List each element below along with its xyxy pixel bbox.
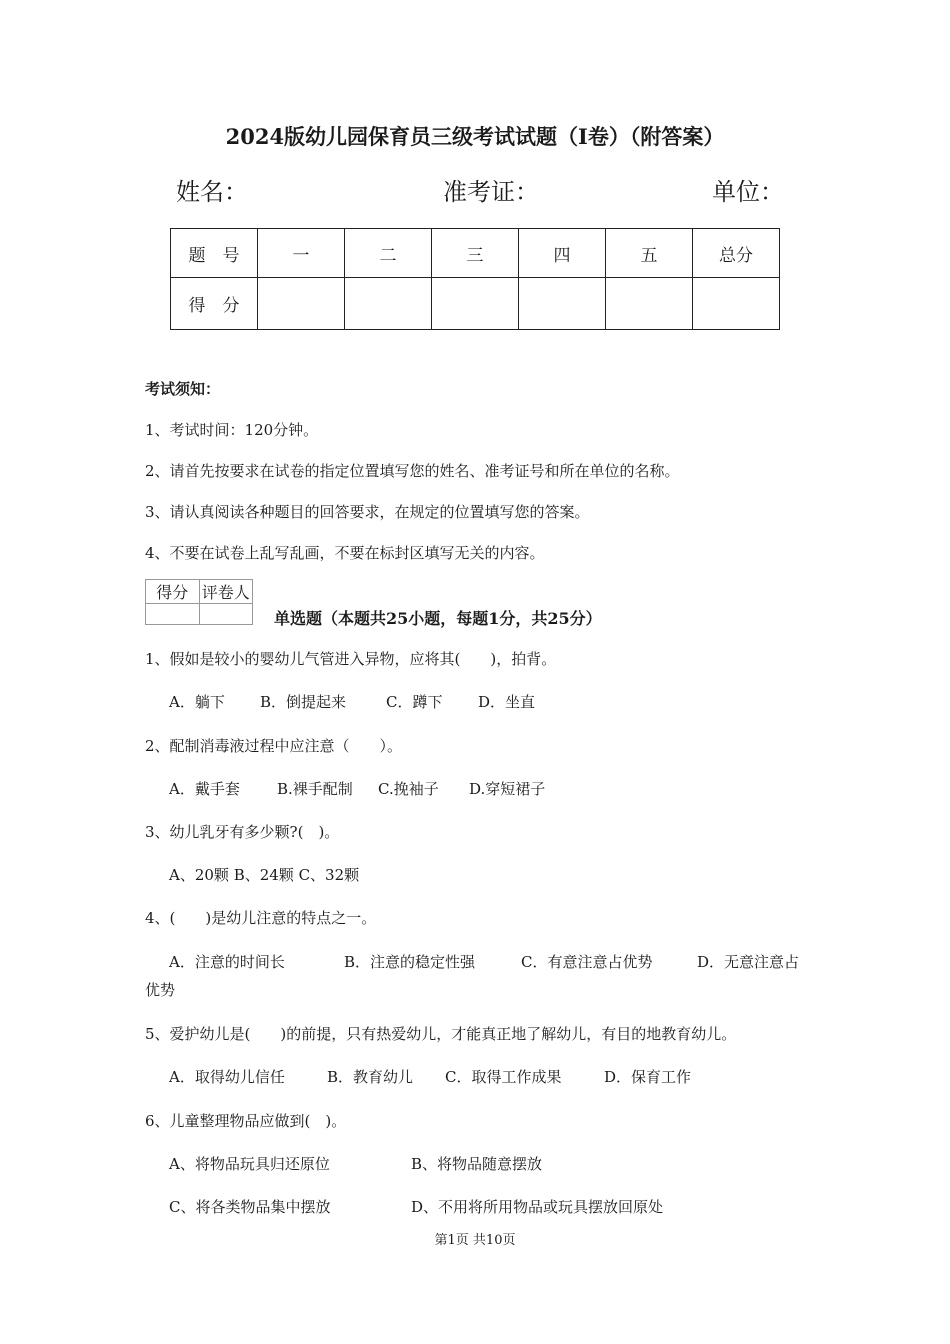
- option: A、将物品玩具归还原位: [169, 1155, 330, 1173]
- score-table-row-label: 得 分: [171, 278, 258, 330]
- question-stem: 2、配制消毒液过程中应注意（ ）。: [145, 737, 403, 755]
- score-table-header-cell: 二: [345, 229, 432, 278]
- option: A．戴手套: [169, 780, 240, 798]
- score-cell: [432, 278, 519, 330]
- option: D、不用将所用物品或玩具摆放回原处: [411, 1198, 664, 1216]
- option: D．坐直: [478, 693, 536, 711]
- option: C．蹲下: [386, 693, 443, 711]
- score-table-header-cell: 题 号: [171, 229, 258, 278]
- option: B．倒提起来: [260, 693, 347, 711]
- option: D．保育工作: [604, 1068, 692, 1086]
- option: A．取得幼儿信任: [169, 1068, 285, 1086]
- option-line: A、20颗 B、24颗 C、32颗: [169, 866, 360, 884]
- score-cell: [693, 278, 780, 330]
- document-title: 2024版幼儿园保育员三级考试试题（I卷）（附答案）: [225, 124, 725, 149]
- score-table-header-cell: 总分: [693, 229, 780, 278]
- score-table-header-cell: 四: [519, 229, 606, 278]
- grader-score-cell: [146, 604, 200, 625]
- option: C．有意注意占优势: [521, 953, 653, 971]
- notice-item: 3、请认真阅读各种题目的回答要求，在规定的位置填写您的答案。: [145, 503, 590, 521]
- score-cell: [345, 278, 432, 330]
- score-cell: [606, 278, 693, 330]
- score-table-header-row: [171, 229, 780, 278]
- section-title: 单选题（本题共25小题，每题1分，共25分）: [274, 609, 602, 628]
- grader-name-label: 评卷人: [199, 580, 253, 604]
- option: B.裸手配制: [277, 780, 353, 798]
- option: C．取得工作成果: [445, 1068, 562, 1086]
- notice-item: 2、请首先按要求在试卷的指定位置填写您的姓名、准考证号和所在单位的名称。: [145, 462, 680, 480]
- score-cell: [258, 278, 345, 330]
- grader-name-cell: [199, 604, 253, 625]
- option: B．注意的稳定性强: [344, 953, 476, 971]
- option: D.穿短裙子: [469, 780, 546, 798]
- question-stem: 6、儿童整理物品应做到( )。: [145, 1112, 347, 1130]
- option: C、将各类物品集中摆放: [169, 1198, 331, 1216]
- question-stem: 1、假如是较小的婴幼儿气管进入异物，应将其( )，拍背。: [145, 650, 557, 668]
- option: B．教育幼儿: [327, 1068, 414, 1086]
- option: D．无意注意占: [697, 953, 800, 971]
- notice-heading: 考试须知：: [145, 380, 221, 398]
- name-field-label: 姓名：: [176, 178, 248, 206]
- score-table-header-cell: 一: [258, 229, 345, 278]
- score-table-header-cell: 五: [606, 229, 693, 278]
- question-stem: 3、幼儿乳牙有多少颗?( )。: [145, 823, 340, 841]
- grader-box: [145, 579, 253, 625]
- score-cell: [519, 278, 606, 330]
- grader-score-label: 得分: [146, 580, 200, 604]
- question-stem: 5、爱护幼儿是( )的前提，只有热爱幼儿，才能真正地了解幼儿，有目的地教育幼儿。: [145, 1025, 737, 1043]
- option: B、将物品随意摆放: [411, 1155, 543, 1173]
- score-table-header-cell: 三: [432, 229, 519, 278]
- notice-item: 4、不要在试卷上乱写乱画，不要在标封区填写无关的内容。: [145, 544, 545, 562]
- score-table: [170, 228, 780, 330]
- notice-item: 1、考试时间：120分钟。: [145, 421, 319, 439]
- question-stem: 4、( )是幼儿注意的特点之一。: [145, 909, 377, 927]
- option-wrap: 优势: [145, 981, 176, 999]
- score-table-score-row: [171, 278, 780, 330]
- unit-field-label: 单位：: [712, 178, 784, 206]
- exam-id-field-label: 准考证：: [443, 178, 539, 206]
- page-footer: 第1页 共10页: [434, 1233, 516, 1248]
- option: C.挽袖子: [378, 780, 439, 798]
- option: A．注意的时间长: [169, 953, 285, 971]
- option: A．躺下: [169, 693, 225, 711]
